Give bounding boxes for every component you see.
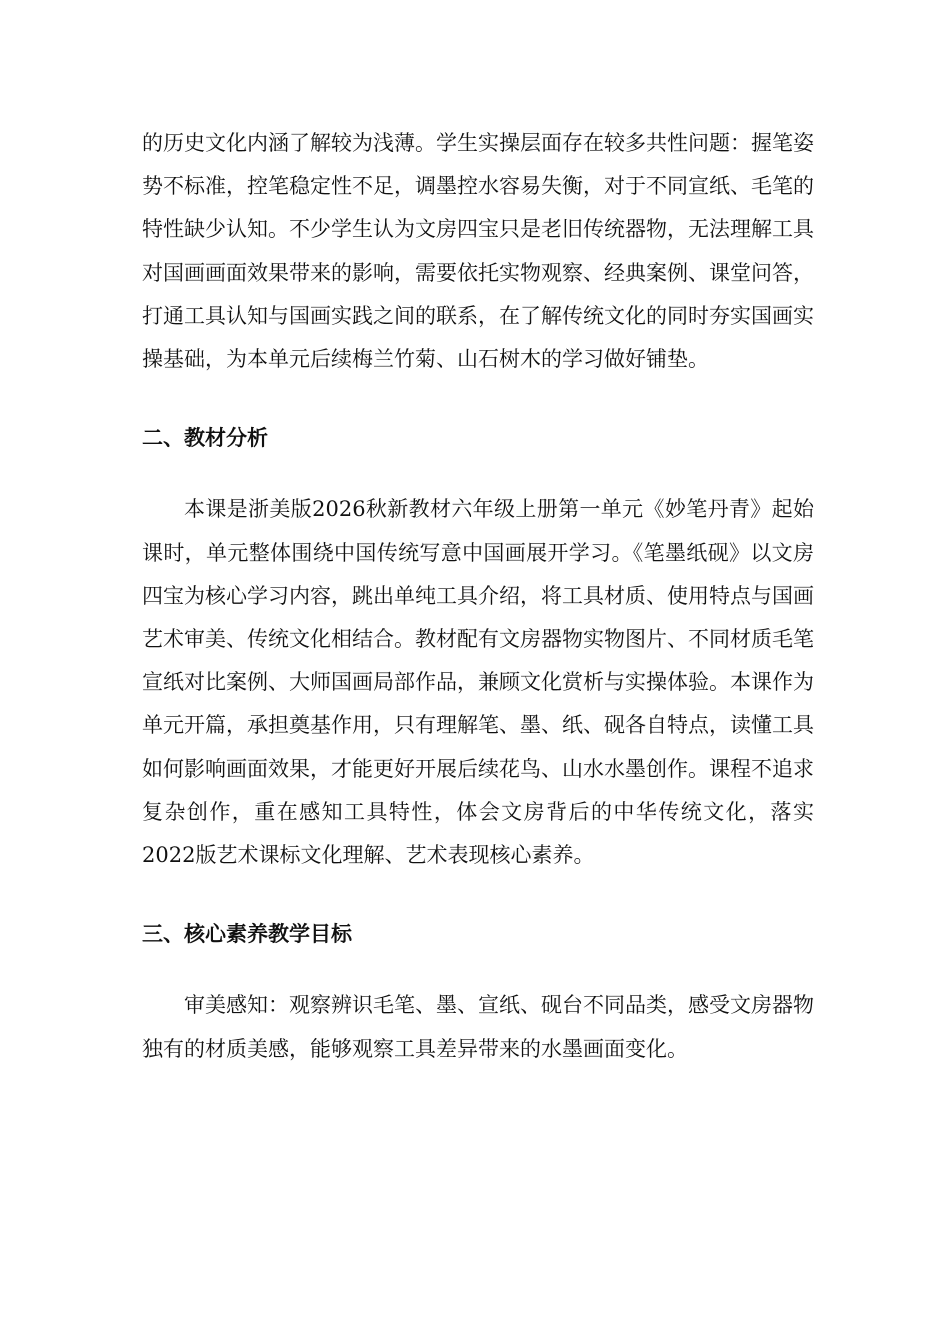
heading-textbook-analysis: 二、教材分析 xyxy=(142,426,268,451)
heading-core-literacy-goals: 三、核心素养教学目标 xyxy=(142,922,352,947)
paragraph-textbook-analysis: 本课是浙美版2026秋新教材六年级上册第一单元《妙笔丹青》起始课时，单元整体围绕中国传统写意中国画展开学习。《笔墨纸砚》以文房四宝为核心学习内容，跳出单纯工具介绍，将工具材质、使用特点与国画艺术审美、传统文化相结合。教材配有文房器物实物图片、不同材质毛笔宣纸对比案例、大师国画局部作品，兼顾文化赏析与实操体验。本课作为单元开篇，承担奠基作用，只有理解笔、墨、纸、砚各自特点，读懂工具如何影响画面效果，才能更好开展后续花鸟、山水水墨创作。课程不追求复杂创作，重在感知工具特性，体会文房背后的中华传统文化，落实2022版艺术课标文化理解、艺术表现核心素养。 xyxy=(142,497,814,868)
paragraph-student-analysis: 的历史文化内涵了解较为浅薄。学生实操层面存在较多共性问题：握笔姿势不标准，控笔稳定性不足，调墨控水容易失衡，对于不同宣纸、毛笔的特性缺少认知。不少学生认为文房四宝只是老旧传统器物，无法理解工具对国画画面效果带来的影响，需要依托实物观察、经典案例、课堂问答，打通工具认知与国画实践之间的联系，在了解传统文化的同时夯实国画实操基础，为本单元后续梅兰竹菊、山石树木的学习做好铺垫。 xyxy=(142,131,814,372)
document-body xyxy=(142,122,814,1071)
paragraph-aesthetic-perception: 审美感知：观察辨识毛笔、墨、宣纸、砚台不同品类，感受文房器物独有的材质美感，能够观察工具差异带来的水墨画面变化。 xyxy=(142,993,814,1061)
